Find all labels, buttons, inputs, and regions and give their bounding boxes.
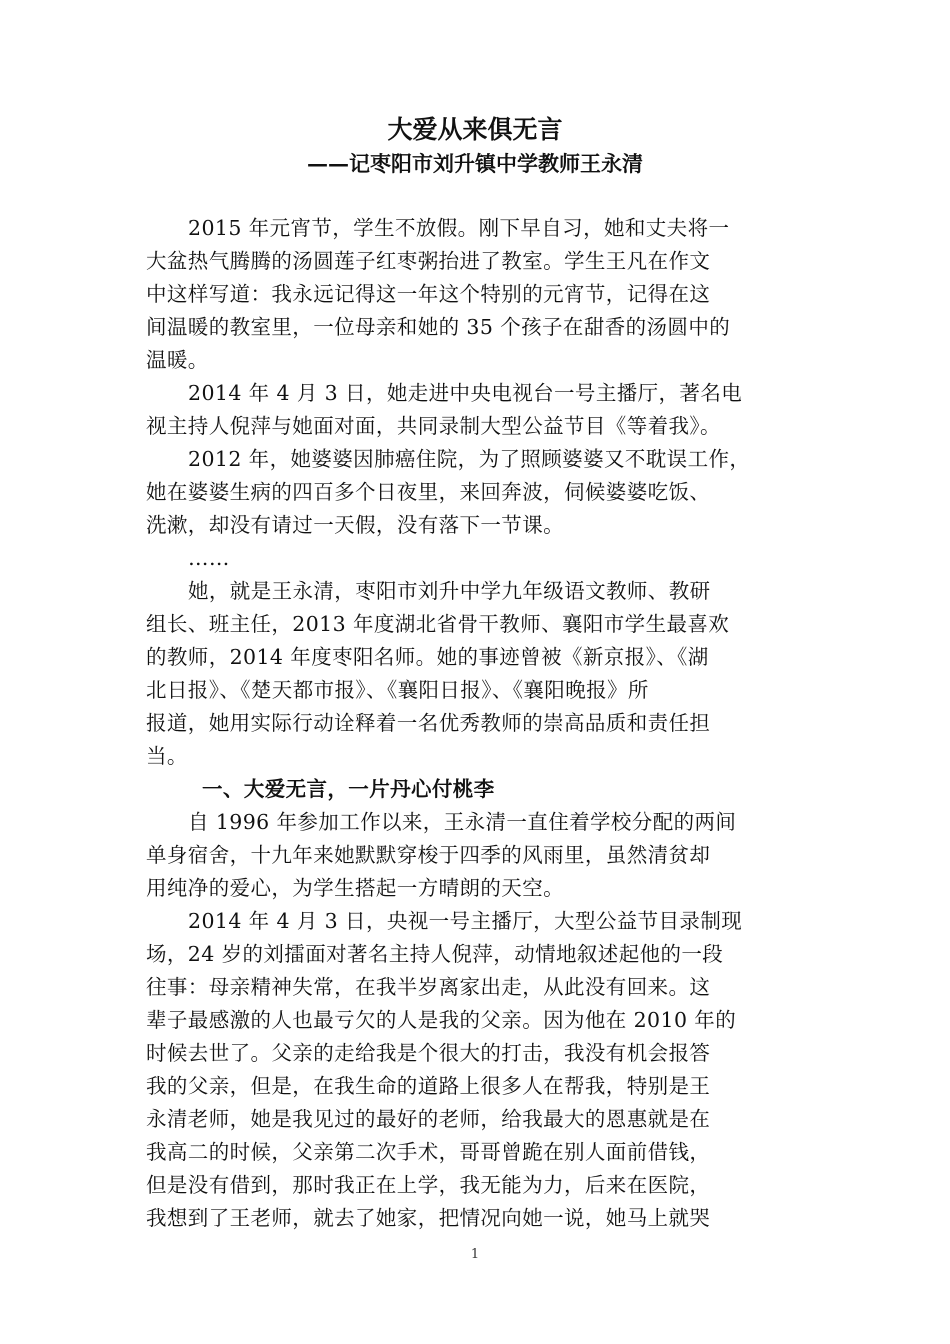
document-title: 大爱从来俱无言: [387, 115, 563, 144]
body-text-line: 北日报》、《楚天都市报》、《襄阳日报》、《襄阳晚报》所: [146, 678, 649, 702]
body-text-line: 自 1996 年参加工作以来，王永清一直住着学校分配的两间: [188, 810, 737, 834]
body-text-line: 2015 年元宵节，学生不放假。刚下早自习，她和丈夫将一: [188, 216, 730, 240]
body-text-line: 用纯净的爱心，为学生搭起一方晴朗的天空。: [146, 876, 564, 900]
body-text-line: 洗漱，却没有请过一天假，没有落下一节课。: [146, 513, 564, 537]
body-text-line: 大盆热气腾腾的汤圆莲子红枣粥抬进了教室。学生王凡在作文: [146, 249, 711, 273]
body-text-line: 报道，她用实际行动诠释着一名优秀教师的崇高品质和责任担: [146, 711, 711, 735]
body-text-line: 时候去世了。父亲的走给我是个很大的打击，我没有机会报答: [146, 1041, 711, 1065]
body-text-line: 永清老师，她是我见过的最好的老师，给我最大的恩惠就是在: [146, 1107, 711, 1131]
body-text-line: 我的父亲，但是，在我生命的道路上很多人在帮我，特别是王: [146, 1074, 711, 1098]
body-text-line: 温暖。: [146, 348, 209, 372]
body-text-line: 当。: [146, 744, 188, 768]
body-text-line: 的教师，2014 年度枣阳名师。她的事迹曾被《新京报》、《湖: [146, 645, 709, 669]
body-text-line: 但是没有借到，那时我正在上学，我无能为力，后来在医院，: [146, 1173, 711, 1197]
document-body: [146, 212, 808, 1235]
body-text-line: 中这样写道：我永远记得这一年这个特别的元宵节，记得在这: [146, 282, 711, 306]
body-text-line: 单身宿舍，十九年来她默默穿梭于四季的风雨里，虽然清贫却: [146, 843, 711, 867]
body-text-line: 视主持人倪萍与她面对面，共同录制大型公益节目《等着我》。: [146, 414, 721, 438]
body-text-line: 辈子最感激的人也最亏欠的人是我的父亲。因为他在 2010 年的: [146, 1008, 737, 1032]
body-text-line: 组长、班主任，2013 年度湖北省骨干教师、襄阳市学生最喜欢: [146, 612, 730, 636]
body-text-line: 2014 年 4 月 3 日，央视一号主播厅，大型公益节目录制现: [188, 909, 743, 933]
body-text-line: 2012 年，她婆婆因肺癌住院，为了照顾婆婆又不耽误工作，: [188, 447, 751, 471]
body-text-line: 2014 年 4 月 3 日，她走进中央电视台一号主播厅，著名电: [188, 381, 743, 405]
body-text-line: 她，就是王永清，枣阳市刘升中学九年级语文教师、教研: [188, 579, 711, 603]
page-number: 1: [470, 1247, 480, 1262]
body-text-line: 她在婆婆生病的四百多个日夜里，来回奔波，伺候婆婆吃饭、: [146, 480, 711, 504]
body-text-line: ……: [188, 546, 230, 570]
document-subtitle: ——记枣阳市刘升镇中学教师王永清: [307, 151, 643, 176]
body-text-line: 场，24 岁的刘擂面对著名主持人倪萍，动情地叙述起他的一段: [146, 942, 724, 966]
body-text-line: 间温暖的教室里，一位母亲和她的 35 个孩子在甜香的汤圆中的: [146, 315, 731, 339]
body-text-line: 我想到了王老师，就去了她家，把情况向她一说，她马上就哭: [146, 1206, 711, 1230]
section-heading: 一、大爱无言，一片丹心付桃李: [202, 777, 495, 801]
body-text-line: 我高二的时候，父亲第二次手术，哥哥曾跪在别人面前借钱，: [146, 1140, 711, 1164]
body-text-line: 往事：母亲精神失常，在我半岁离家出走，从此没有回来。这: [146, 975, 711, 999]
